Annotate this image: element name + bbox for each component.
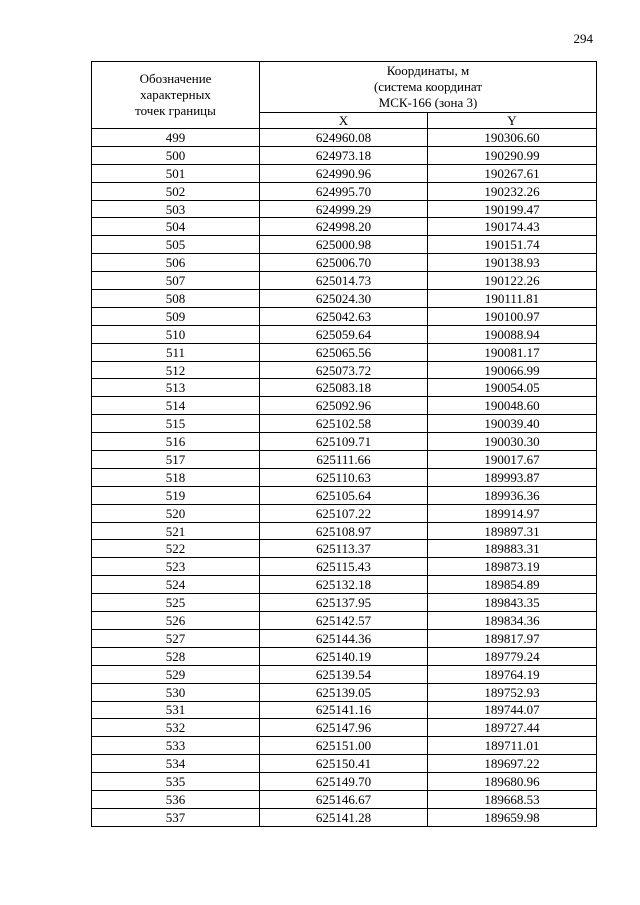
point-cell: 526 xyxy=(92,612,260,630)
point-cell: 537 xyxy=(92,808,260,826)
x-cell: 625137.95 xyxy=(260,594,428,612)
y-cell: 190232.26 xyxy=(428,182,597,200)
point-cell: 504 xyxy=(92,218,260,236)
y-cell: 190122.26 xyxy=(428,272,597,290)
x-cell: 625108.97 xyxy=(260,522,428,540)
point-cell: 533 xyxy=(92,737,260,755)
x-cell: 624995.70 xyxy=(260,182,428,200)
point-cell: 499 xyxy=(92,129,260,147)
y-cell: 190039.40 xyxy=(428,415,597,433)
y-cell: 190100.97 xyxy=(428,307,597,325)
x-cell: 625083.18 xyxy=(260,379,428,397)
y-cell: 189744.07 xyxy=(428,701,597,719)
point-cell: 527 xyxy=(92,629,260,647)
point-cell: 522 xyxy=(92,540,260,558)
x-cell: 625102.58 xyxy=(260,415,428,433)
table-row xyxy=(92,129,597,147)
x-cell: 625144.36 xyxy=(260,629,428,647)
point-cell: 501 xyxy=(92,164,260,182)
point-cell: 530 xyxy=(92,683,260,701)
point-cell: 518 xyxy=(92,468,260,486)
y-cell: 189936.36 xyxy=(428,486,597,504)
point-cell: 529 xyxy=(92,665,260,683)
x-header: X xyxy=(260,113,428,129)
table-row xyxy=(92,218,597,236)
x-cell: 625024.30 xyxy=(260,290,428,308)
points-header xyxy=(92,62,260,129)
y-cell: 190138.93 xyxy=(428,254,597,272)
y-cell: 189727.44 xyxy=(428,719,597,737)
y-cell: 190199.47 xyxy=(428,200,597,218)
table-row xyxy=(92,540,597,558)
table-row xyxy=(92,325,597,343)
x-cell: 624998.20 xyxy=(260,218,428,236)
table-row xyxy=(92,236,597,254)
point-cell: 517 xyxy=(92,451,260,469)
x-cell: 625073.72 xyxy=(260,361,428,379)
table-row xyxy=(92,451,597,469)
point-cell: 525 xyxy=(92,594,260,612)
x-cell: 624973.18 xyxy=(260,146,428,164)
table-row xyxy=(92,808,597,826)
table-row xyxy=(92,433,597,451)
table-body xyxy=(92,129,597,827)
point-cell: 512 xyxy=(92,361,260,379)
table-row xyxy=(92,629,597,647)
table-row xyxy=(92,182,597,200)
y-cell: 190306.60 xyxy=(428,129,597,147)
y-cell: 189779.24 xyxy=(428,647,597,665)
point-cell: 515 xyxy=(92,415,260,433)
y-cell: 190111.81 xyxy=(428,290,597,308)
x-cell: 625107.22 xyxy=(260,504,428,522)
y-cell: 189817.97 xyxy=(428,629,597,647)
y-cell: 190088.94 xyxy=(428,325,597,343)
table-row xyxy=(92,486,597,504)
table-row xyxy=(92,683,597,701)
x-cell: 625059.64 xyxy=(260,325,428,343)
y-cell: 189659.98 xyxy=(428,808,597,826)
table-row xyxy=(92,164,597,182)
x-cell: 625151.00 xyxy=(260,737,428,755)
x-cell: 625141.16 xyxy=(260,701,428,719)
x-cell: 625147.96 xyxy=(260,719,428,737)
y-cell: 190290.99 xyxy=(428,146,597,164)
y-cell: 190151.74 xyxy=(428,236,597,254)
y-cell: 189680.96 xyxy=(428,773,597,791)
point-cell: 508 xyxy=(92,290,260,308)
x-cell: 625140.19 xyxy=(260,647,428,665)
point-cell: 536 xyxy=(92,790,260,808)
points-header-label: Обозначение характерных точек границы xyxy=(135,71,216,118)
y-cell: 189854.89 xyxy=(428,576,597,594)
point-cell: 510 xyxy=(92,325,260,343)
table-row xyxy=(92,594,597,612)
x-cell: 625111.66 xyxy=(260,451,428,469)
point-cell: 532 xyxy=(92,719,260,737)
x-cell: 625132.18 xyxy=(260,576,428,594)
y-cell: 190030.30 xyxy=(428,433,597,451)
table-row xyxy=(92,665,597,683)
y-cell: 189834.36 xyxy=(428,612,597,630)
table-row xyxy=(92,343,597,361)
table-row xyxy=(92,504,597,522)
x-cell: 625115.43 xyxy=(260,558,428,576)
table-row xyxy=(92,146,597,164)
point-cell: 535 xyxy=(92,773,260,791)
y-cell: 190267.61 xyxy=(428,164,597,182)
y-cell: 189697.22 xyxy=(428,755,597,773)
table-row xyxy=(92,397,597,415)
table-row xyxy=(92,701,597,719)
x-cell: 625139.54 xyxy=(260,665,428,683)
x-cell: 625149.70 xyxy=(260,773,428,791)
point-cell: 520 xyxy=(92,504,260,522)
table-row xyxy=(92,200,597,218)
x-cell: 625105.64 xyxy=(260,486,428,504)
x-cell: 625109.71 xyxy=(260,433,428,451)
table-row xyxy=(92,612,597,630)
y-cell: 190017.67 xyxy=(428,451,597,469)
point-cell: 500 xyxy=(92,146,260,164)
point-cell: 509 xyxy=(92,307,260,325)
x-cell: 625142.57 xyxy=(260,612,428,630)
table-row xyxy=(92,576,597,594)
x-cell: 625000.98 xyxy=(260,236,428,254)
table-row xyxy=(92,468,597,486)
page-number: 294 xyxy=(573,31,593,46)
y-cell: 189668.53 xyxy=(428,790,597,808)
x-cell: 624960.08 xyxy=(260,129,428,147)
point-cell: 521 xyxy=(92,522,260,540)
x-cell: 625141.28 xyxy=(260,808,428,826)
point-cell: 507 xyxy=(92,272,260,290)
y-cell: 189993.87 xyxy=(428,468,597,486)
x-cell: 625110.63 xyxy=(260,468,428,486)
x-cell: 625092.96 xyxy=(260,397,428,415)
table-row xyxy=(92,254,597,272)
table-row xyxy=(92,719,597,737)
point-cell: 524 xyxy=(92,576,260,594)
point-cell: 502 xyxy=(92,182,260,200)
x-cell: 625150.41 xyxy=(260,755,428,773)
y-cell: 189914.97 xyxy=(428,504,597,522)
point-cell: 513 xyxy=(92,379,260,397)
point-cell: 519 xyxy=(92,486,260,504)
y-cell: 190081.17 xyxy=(428,343,597,361)
x-cell: 624990.96 xyxy=(260,164,428,182)
y-cell: 190048.60 xyxy=(428,397,597,415)
table-row xyxy=(92,307,597,325)
point-cell: 503 xyxy=(92,200,260,218)
y-cell: 189843.35 xyxy=(428,594,597,612)
x-cell: 625065.56 xyxy=(260,343,428,361)
table-row xyxy=(92,773,597,791)
point-cell: 516 xyxy=(92,433,260,451)
y-cell: 190174.43 xyxy=(428,218,597,236)
x-cell: 625014.73 xyxy=(260,272,428,290)
coordinates-header xyxy=(260,62,597,113)
point-cell: 511 xyxy=(92,343,260,361)
point-cell: 514 xyxy=(92,397,260,415)
table-row xyxy=(92,415,597,433)
x-cell: 624999.29 xyxy=(260,200,428,218)
table-row xyxy=(92,290,597,308)
y-cell: 190054.05 xyxy=(428,379,597,397)
y-cell: 189764.19 xyxy=(428,665,597,683)
point-cell: 534 xyxy=(92,755,260,773)
table-row xyxy=(92,790,597,808)
table-row xyxy=(92,361,597,379)
point-cell: 528 xyxy=(92,647,260,665)
point-cell: 506 xyxy=(92,254,260,272)
table-row xyxy=(92,272,597,290)
x-cell: 625139.05 xyxy=(260,683,428,701)
y-cell: 189711.01 xyxy=(428,737,597,755)
point-cell: 505 xyxy=(92,236,260,254)
table-row xyxy=(92,379,597,397)
y-cell: 189883.31 xyxy=(428,540,597,558)
table-row xyxy=(92,558,597,576)
y-cell: 189873.19 xyxy=(428,558,597,576)
x-cell: 625042.63 xyxy=(260,307,428,325)
point-cell: 531 xyxy=(92,701,260,719)
coordinates-header-label: Координаты, м (система координат МСК-166 (зона 3) xyxy=(373,63,483,110)
table-row xyxy=(92,522,597,540)
x-cell: 625113.37 xyxy=(260,540,428,558)
y-header: Y xyxy=(428,113,597,129)
table-row xyxy=(92,737,597,755)
coordinates-table xyxy=(91,61,597,827)
x-cell: 625146.67 xyxy=(260,790,428,808)
y-cell: 189752.93 xyxy=(428,683,597,701)
y-cell: 189897.31 xyxy=(428,522,597,540)
y-cell: 190066.99 xyxy=(428,361,597,379)
x-cell: 625006.70 xyxy=(260,254,428,272)
table-row xyxy=(92,647,597,665)
point-cell: 523 xyxy=(92,558,260,576)
table-row xyxy=(92,755,597,773)
